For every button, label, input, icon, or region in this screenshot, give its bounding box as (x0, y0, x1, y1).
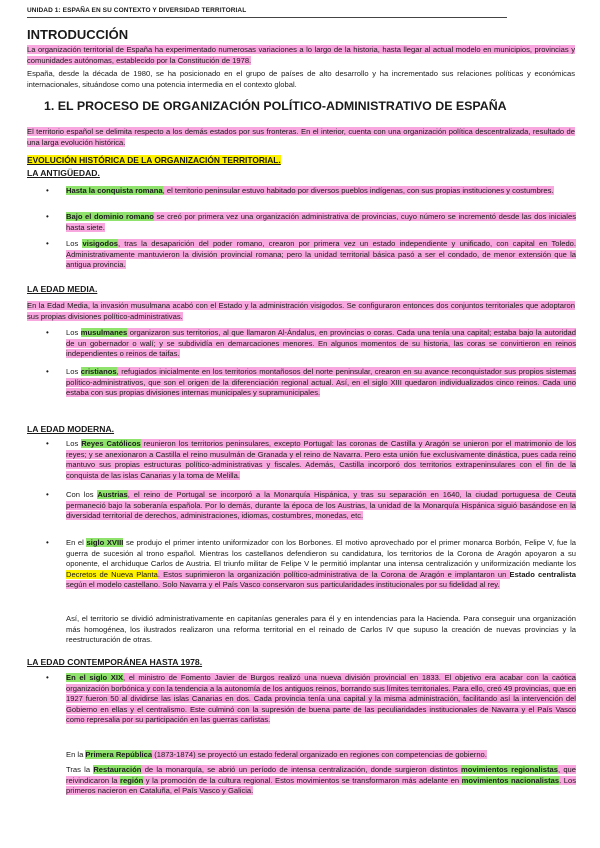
bullet: • (46, 186, 49, 195)
antiguedad-item-1: Hasta la conquista romana, el territorio peninsular estuvo habitado por diversos pueblos indígenas, con sus propias instituciones y costumbres. (66, 186, 554, 195)
label-edad-moderna: LA EDAD MODERNA. (27, 424, 115, 434)
antiguedad-item-3: Los visigodos, tras la desaparición del poder romano, crearon por primera vez un estado independiente y unificado, con capital en Toledo. Administrativamente mantuvieron la división provincial romana; pero la unidad territorial básica pasó a ser el condado, de menor extensión que la antigua provincia. (66, 239, 576, 270)
moderna-item-1: Los Reyes Católicos reunieron los territorios peninsulares, excepto Portugal: las coronas de Castilla y Aragón se unieron por el matrimonio de los reyes; y se anexionaron a Castilla el reino musulmán de Granada y el reino de Navarra. Pero esta unión fue exclusivamente dinástica, pues cada reino mantuvo sus propias estructuras político-administrativas y fiscales. Además, Castilla incorporó dos territorios extrapeninsulares con el fin de la conquista de las islas Canarias y la toma de Melilla. (66, 439, 576, 480)
bullet: • (46, 328, 49, 337)
contemporanea-paragraph-2: Tras la Restauración de la monarquía, se abrió un período de intensa centralización, donde surgieron distintos movimientos regionalistas, que reivindicaron la región y la promoción de la cultura regional. Estos movimientos se transformaron más adelante en movimientos nacionalistas. Los primeros nacieron en Cataluña, el País Vasco y Galicia. (66, 765, 577, 796)
evolution-heading: EVOLUCIÓN HISTÓRICA DE LA ORGANIZACIÓN TERRITORIAL. (27, 155, 281, 165)
section-title: 1. EL PROCESO DE ORGANIZACIÓN POLÍTICO-ADMINISTRATIVO DE ESPAÑA (44, 99, 507, 113)
section-paragraph: El territorio español se delimita respecto a los demás estados por sus fronteras. En el interior, cuenta con una organización política descentralizada, resultado de una larga evolución histórica. (27, 127, 575, 147)
moderna-item-3: En el siglo XVIII se produjo el primer intento uniformizador con los Borbones. El motivo aprovechado por el primer monarca Borbón, Felipe V, fue la guerra de sucesión al trono español. Mientras los castellanos defendieron su candidatura, los territorios de la Corona de Aragón apoyaron a su oponente, el archiduque Carlos de Austria. El triunfo militar de Felipe V le permitió implantar una intensa centralización y uniformización mediante los Decretos de Nueva Planta. Estos suprimieron la organización político-administrativa de la Corona de Aragón e implantaron un Estado centralista según el modelo castellano. Solo Navarra y el País Vasco conservaron sus particularidades institucionales por su fidelidad al rey. (66, 538, 577, 590)
running-header: UNIDAD 1: ESPAÑA EN SU CONTEXTO Y DIVERSIDAD TERRITORIAL (27, 7, 507, 18)
bullet: • (46, 673, 49, 682)
moderna-paragraph: Así, el territorio se dividió administrativamente en capitanías generales para él y en intendencias para la Hacienda. Para conseguir una organización más homogénea, los ilustrados realizaron una reforma territorial en el reinado de Carlos IV que supuso la creación de nuevas provincias y la reestructuración de otras. (66, 614, 576, 645)
bullet: • (46, 212, 49, 221)
intro-paragraph-2: España, desde la década de 1980, se ha posicionado en el grupo de países de alto desarrollo y ha incrementado sus relaciones políticas y económicas internacionales, situándose como una potencia intermedia en el contexto global. (27, 69, 575, 89)
media-paragraph: En la Edad Media, la invasión musulmana acabó con el Estado y la administración visigodos. Se configuraron entonces dos conjuntos territoriales que adoptaron sus propias divisiones político-administrativas. (27, 301, 575, 321)
media-item-2: Los cristianos, refugiados inicialmente en los territorios montañosos del norte peninsular, crearon en su avance reconquistador sus propios sistemas político-administrativos, que son el origen de la diferenciación regional actual. Así, en el siglo XIII quedaron individualizados cinco reinos. Cada uno estaba con sus propias divisiones internas municipales y supramunicipales. (66, 367, 576, 398)
antiguedad-item-2: Bajo el dominio romano se creó por primera vez una organización administrativa de provincias, cuyo número se incrementó desde las dos iniciales hasta siete. (66, 212, 576, 232)
label-edad-contemporanea: LA EDAD CONTEMPORÁNEA HASTA 1978. (27, 657, 203, 667)
bullet: • (46, 367, 49, 376)
label-edad-media: LA EDAD MEDIA. (27, 284, 98, 294)
label-antiguedad: LA ANTIGÜEDAD. (27, 168, 100, 178)
contemporanea-item-1: En el siglo XIX, el ministro de Fomento Javier de Burgos realizó una nueva división provincial en 1833. El objetivo era acabar con la caótica organización borbónica y con la tendencia a la autonomía de los antiguos reinos, borrando sus límites territoriales. Para ello, creó 49 provincias, que en 1927 fueron 50 al dividirse las islas Canarias en dos. Cada provincia tenía una capital y la misma administración, facilitando así la intervención del Gobierno en ellas y el centralismo. Este culminó con la supresión de buena parte de las peculiaridades institucionales de Navarra y el País Vasco como represalia por su participación en las guerras carlistas. (66, 673, 577, 725)
bullet: • (46, 239, 49, 248)
bullet: • (46, 490, 49, 499)
bullet: • (46, 439, 49, 448)
intro-paragraph-1: La organización territorial de España ha experimentado numerosas variaciones a lo largo de la historia, hasta llegar al actual modelo en municipios, provincias y comunidades autónomas, establecido por la Constitución de 1978. (27, 45, 575, 65)
bullet: • (46, 538, 49, 547)
media-item-1: Los musulmanes organizaron sus territorios, al que llamaron Al-Ándalus, en provincias o coras. Cada una tenía una capital; estaba bajo la autoridad de un gobernador o walí; y se subdividía en demarcaciones menores. En algunos momentos de su historia, las coras se convirtieron en reinos independientes o reinos de taifas. (66, 328, 576, 359)
page-title: INTRODUCCIÓN (27, 27, 129, 42)
contemporanea-paragraph-1: En la Primera República (1873-1874) se proyectó un estado federal organizado en regiones con competencias de gobierno. (66, 750, 487, 759)
moderna-item-2: Con los Austrias, el reino de Portugal se incorporó a la Monarquía Hispánica, y tras su separación en 1640, la ciudad portuguesa de Ceuta permaneció bajo la soberanía española. Por lo demás, durante la época de los Austrias, la unidad de la Monarquía Hispánica siguió basándose en la diversidad territorial de derechos, administraciones, idiomas, costumbres, monedas, etc. (66, 490, 576, 521)
